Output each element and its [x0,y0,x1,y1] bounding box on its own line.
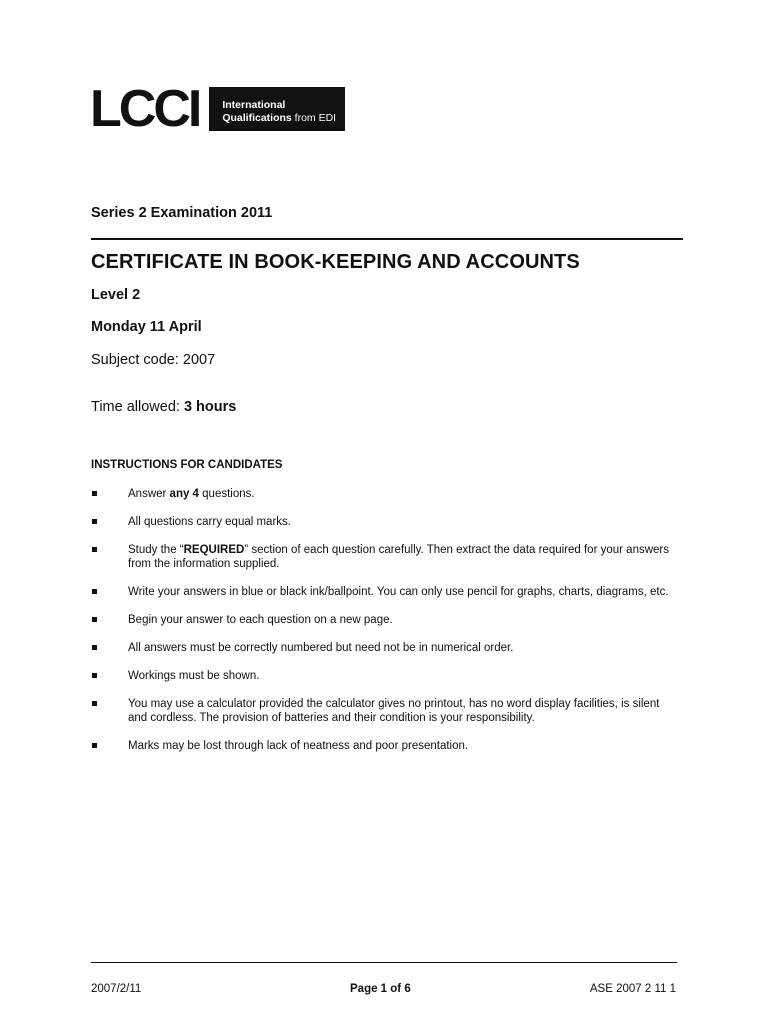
instruction-item [91,515,681,529]
square-bullet-icon [92,645,97,650]
instruction-text: You may use a calculator provided the calculator gives no printout, has no word display facilities, is silent and cordless. The provision of batteries and their condition is your responsibility. [128,698,660,724]
logo-mark: LCCI [90,80,200,138]
instruction-text: Begin your answer to each question on a new page. [128,614,393,626]
logo-line-2-bold: Qualifications [222,111,292,124]
square-bullet-icon [92,589,97,594]
instruction-item [91,487,681,501]
footer-document-code: 2007/2/11 [91,983,142,995]
square-bullet-icon [92,519,97,524]
logo-line-2 [222,112,345,125]
instruction-item [91,641,681,655]
exam-date: Monday 11 April [91,319,202,335]
instructions-heading: INSTRUCTIONS FOR CANDIDATES [91,459,283,471]
subject-code: Subject code: 2007 [91,352,216,368]
footer-divider [91,962,677,963]
time-allowed [91,399,236,415]
instruction-item [91,697,681,725]
level-label: Level 2 [91,287,141,303]
instruction-item [91,585,681,599]
time-allowed-value: 3 hours [183,399,237,415]
instruction-text: Study the “ [128,544,184,556]
instructions-list [91,487,681,767]
instruction-text: Workings must be shown. [128,670,260,682]
logo-line-1: International [222,99,286,111]
logo-tagline [209,87,345,131]
instruction-text-rest: questions. [198,488,255,500]
instruction-text: Marks may be lost through lack of neatness and poor presentation. [128,740,469,752]
square-bullet-icon [92,547,97,552]
instruction-item [91,613,681,627]
lcci-logo [90,80,345,138]
instruction-text-rest: ” section of each question carefully. Then extract the data required for your answers from the information supplied. [128,544,669,570]
square-bullet-icon [92,491,97,496]
instruction-text: Answer [128,488,170,500]
instruction-item [91,739,681,753]
time-allowed-label: Time allowed: [91,399,184,415]
instruction-text: Write your answers in blue or black ink/ballpoint. You can only use pencil for graphs, charts, diagrams, etc. [128,586,669,598]
page-number: Page 1 of 6 [350,983,411,995]
footer-reference: ASE 2007 2 11 1 [589,983,676,995]
instruction-text: All questions carry equal marks. [128,516,291,528]
instruction-emphasis: any 4 [169,488,199,500]
page-title: CERTIFICATE IN BOOK-KEEPING AND ACCOUNTS [91,251,580,273]
square-bullet-icon [92,701,97,706]
instruction-item [91,543,681,571]
header-divider [91,238,683,240]
series-label: Series 2 Examination 2011 [91,205,273,221]
instruction-item [91,669,681,683]
square-bullet-icon [92,617,97,622]
logo-line-2-rest: from EDI [291,111,337,124]
square-bullet-icon [92,743,97,748]
square-bullet-icon [92,673,97,678]
instruction-text: All answers must be correctly numbered but need not be in numerical order. [128,642,514,654]
instruction-emphasis: REQUIRED [183,544,245,556]
